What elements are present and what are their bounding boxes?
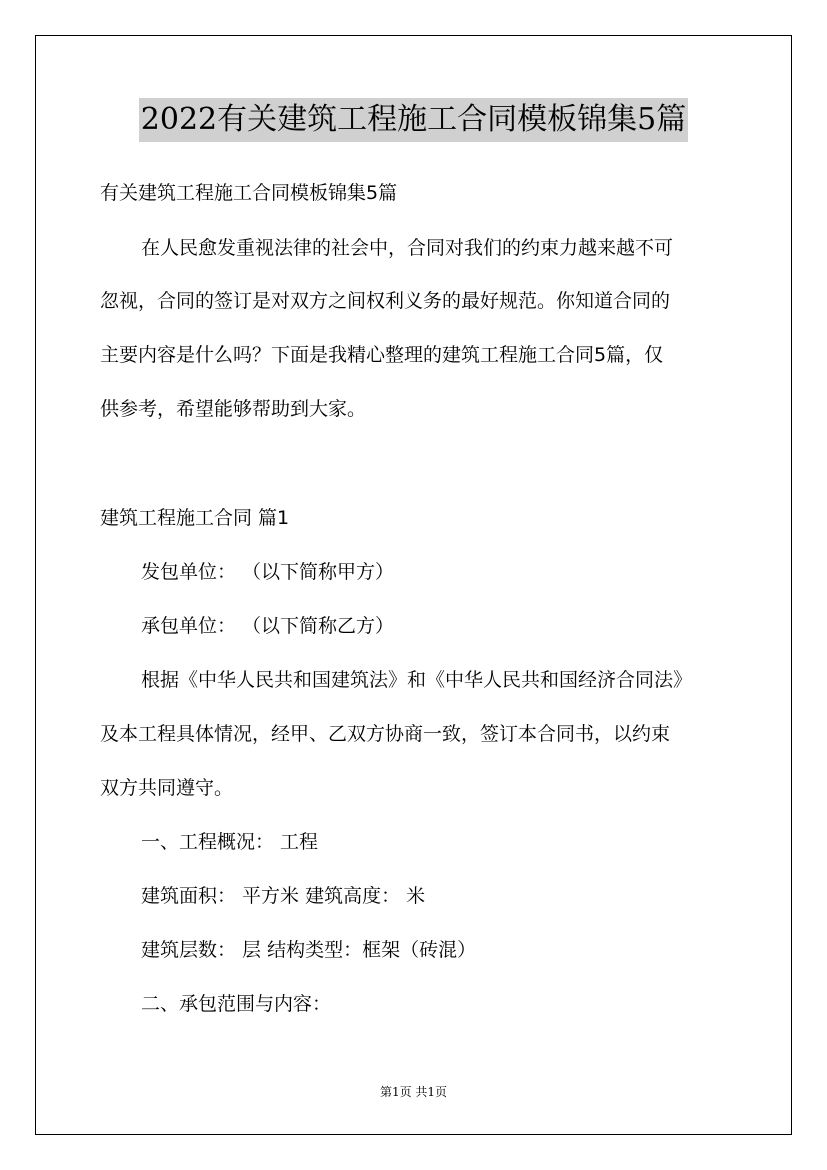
document-subtitle: 有关建筑工程施工合同模板锦集5篇 <box>100 182 398 204</box>
party-b-line: 承包单位： （以下简称乙方） <box>141 615 395 637</box>
floors-structure-line: 建筑层数： 层 结构类型：框架（砖混） <box>141 939 477 961</box>
basis-line-3: 双方共同遵守。 <box>100 777 234 799</box>
page-number-footer: 第1页 共1页 <box>379 1085 448 1099</box>
title-container <box>0 98 827 142</box>
document-title: 2022有关建筑工程施工合同模板锦集5篇 <box>139 98 688 142</box>
intro-line-1: 在人民愈发重视法律的社会中，合同对我们的约束力越来越不可 <box>141 237 674 259</box>
area-height-line: 建筑面积： 平方米 建筑高度： 米 <box>141 885 426 907</box>
intro-line-2: 忽视，合同的签订是对双方之间权利义务的最好规范。你知道合同的 <box>100 290 671 312</box>
basis-line-1: 根据《中华人民共和国建筑法》和《中华人民共和国经济合同法》 <box>141 669 693 691</box>
scope-line: 二、承包范围与内容： <box>141 993 332 1015</box>
overview-line: 一、工程概况： 工程 <box>141 831 319 853</box>
intro-line-4: 供参考，希望能够帮助到大家。 <box>100 398 367 420</box>
intro-line-3: 主要内容是什么吗？下面是我精心整理的建筑工程施工合同5篇，仅 <box>100 344 664 366</box>
basis-line-2: 及本工程具体情况，经甲、乙双方协商一致，签订本合同书，以约束 <box>100 723 671 745</box>
party-a-line: 发包单位： （以下简称甲方） <box>141 561 395 583</box>
section-heading: 建筑工程施工合同 篇1 <box>100 507 290 529</box>
